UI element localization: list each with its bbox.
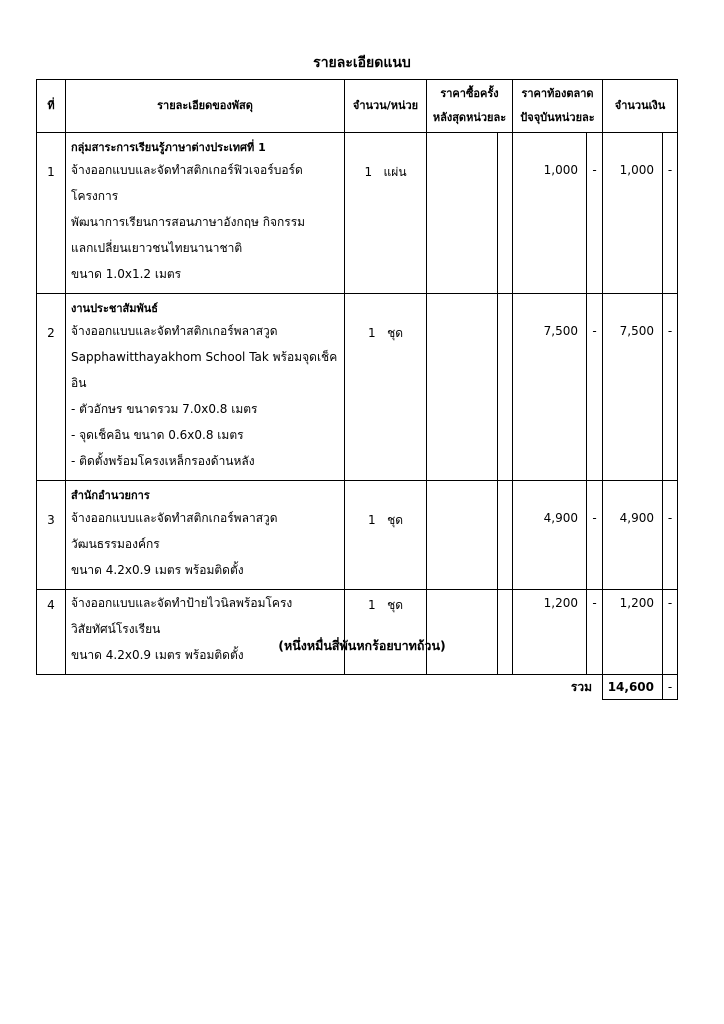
row-last-price: [427, 481, 498, 590]
row-last-price-dash: [498, 590, 513, 675]
row-market-dash: -: [587, 481, 603, 590]
row-qty: 1 แผ่น: [345, 133, 427, 294]
row-last-price: [427, 590, 498, 675]
total-in-words: (หนึ่งหมื่นสี่พันหกร้อยบาทถ้วน): [278, 638, 446, 653]
table-row: [37, 590, 678, 675]
row-line: ขนาด 4.2x0.9 เมตร พร้อมติดตั้ง: [71, 648, 244, 662]
header-market-price-line1: ราคาท้องตลาด: [521, 87, 594, 100]
row-line: วิสัยทัศน์โรงเรียน: [71, 622, 161, 636]
row-amount: 1,200: [603, 590, 663, 675]
row-description: [66, 590, 345, 675]
items-table: [36, 79, 678, 700]
row-line: แลกเปลี่ยนเยาวชนไทยนานาชาติ: [71, 241, 243, 255]
row-line: จ้างออกแบบและจัดทำสติกเกอร์พลาสวูด: [71, 511, 278, 525]
row-description: [66, 133, 345, 294]
total-label: รวม: [513, 675, 603, 700]
row-last-price: [427, 133, 498, 294]
row-line: - ตัวอักษร ขนาดรวม 7.0x0.8 เมตร: [71, 402, 258, 416]
row-amount: 1,000: [603, 133, 663, 294]
document-title: รายละเอียดแนบ: [313, 55, 411, 71]
table-row: [37, 481, 678, 590]
header-detail: รายละเอียดของพัสดุ: [66, 80, 345, 133]
row-line: - จุดเช็คอิน ขนาด 0.6x0.8 เมตร: [71, 428, 244, 442]
header-market-price-line2: ปัจจุบันหน่วยละ: [520, 111, 595, 124]
row-market-dash: -: [587, 294, 603, 481]
total-dash: -: [663, 675, 678, 700]
total-value: 14,600: [603, 675, 663, 700]
header-market-price: [513, 80, 603, 133]
row-market-price: 1,000: [513, 133, 587, 294]
header-last-price: [427, 80, 513, 133]
row-amount-dash: -: [663, 481, 678, 590]
row-last-price-dash: [498, 294, 513, 481]
row-qty: 1 ชุด: [345, 294, 427, 481]
row-qty: 1 ชุด: [345, 481, 427, 590]
header-qty: จำนวน/หน่วย: [345, 80, 427, 133]
row-last-price: [427, 294, 498, 481]
table-row: [37, 133, 678, 294]
row-last-price-dash: [498, 481, 513, 590]
row-market-price: 7,500: [513, 294, 587, 481]
row-market-price: 4,900: [513, 481, 587, 590]
row-amount: 4,900: [603, 481, 663, 590]
row-no: 1: [37, 133, 66, 294]
row-description: [66, 481, 345, 590]
row-amount-dash: -: [663, 294, 678, 481]
header-last-price-line1: ราคาซื้อครั้ง: [440, 87, 499, 100]
row-line: ขนาด 4.2x0.9 เมตร พร้อมติดตั้ง: [71, 563, 244, 577]
row-line: Sapphawitthayakhom School Tak พร้อมจุดเช็คอิน: [71, 350, 338, 390]
row-group: งานประชาสัมพันธ์: [71, 302, 158, 315]
row-group: กลุ่มสาระการเรียนรู้ภาษาต่างประเทศที่ 1: [71, 141, 266, 154]
row-market-dash: -: [587, 590, 603, 675]
row-group: สำนักอำนวยการ: [71, 489, 150, 502]
row-last-price-dash: [498, 133, 513, 294]
row-amount-dash: -: [663, 590, 678, 675]
header-no: ที่: [37, 80, 66, 133]
row-line: จ้างออกแบบและจัดทำป้ายไวนิลพร้อมโครง: [71, 596, 293, 610]
header-row: [37, 80, 678, 133]
row-line: ขนาด 1.0x1.2 เมตร: [71, 267, 182, 281]
header-amount: จำนวนเงิน: [603, 80, 678, 133]
row-amount: 7,500: [603, 294, 663, 481]
row-description: [66, 294, 345, 481]
row-qty: 1 ชุด: [345, 590, 427, 675]
row-no: 3: [37, 481, 66, 590]
table-row: [37, 294, 678, 481]
row-market-dash: -: [587, 133, 603, 294]
row-market-price: 1,200: [513, 590, 587, 675]
total-row: [37, 675, 678, 700]
row-line: วัฒนธรรมองค์กร: [71, 537, 160, 551]
row-line: จ้างออกแบบและจัดทำสติกเกอร์ฟิวเจอร์บอร์ด โครงการ: [71, 163, 303, 203]
row-line: พัฒนาการเรียนการสอนภาษาอังกฤษ กิจกรรม: [71, 215, 306, 229]
row-line: - ติดตั้งพร้อมโครงเหล็กรองด้านหลัง: [71, 454, 255, 468]
header-last-price-line2: หลังสุดหน่วยละ: [432, 111, 507, 124]
row-no: 2: [37, 294, 66, 481]
row-no: 4: [37, 590, 66, 675]
row-amount-dash: -: [663, 133, 678, 294]
row-line: จ้างออกแบบและจัดทำสติกเกอร์พลาสวูด: [71, 324, 278, 338]
